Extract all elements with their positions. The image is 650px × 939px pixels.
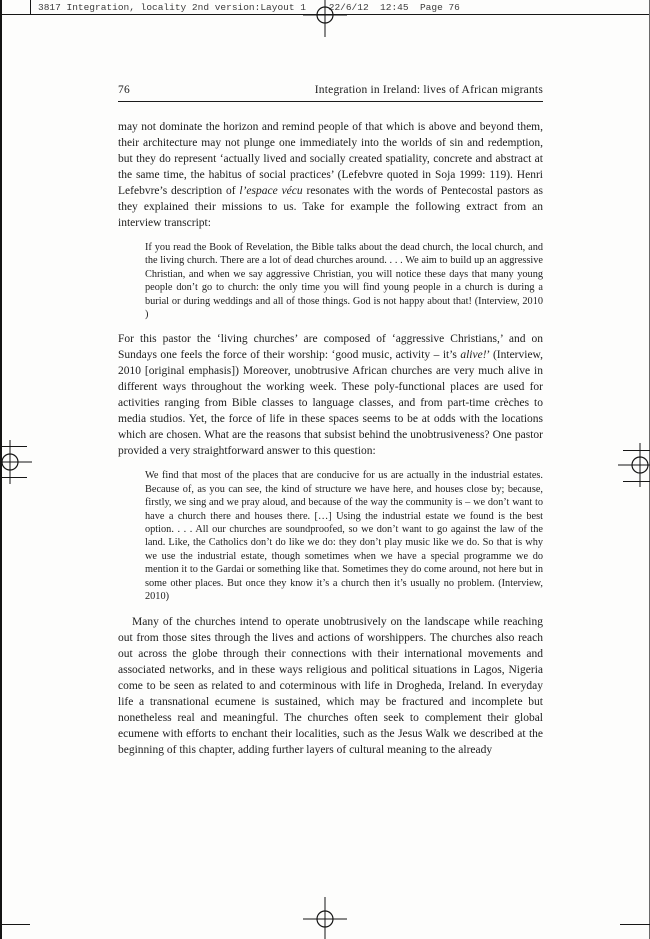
paragraph-1-text-cont: resonates with the words of Pentecostal pastors as they explained their missions to us. Take for example the following extract from an interview transcript: bbox=[118, 185, 543, 229]
paragraph-1 bbox=[118, 119, 543, 231]
printer-slug-text: 3817 Integration, locality 2nd version:Layout 1 22/6/12 12:45 Page 76 bbox=[38, 2, 460, 13]
trim-mark-left-upper bbox=[0, 446, 27, 447]
trim-mark-left-lower bbox=[0, 477, 27, 478]
paragraph-2-italic: alive! bbox=[460, 349, 487, 362]
running-head-rule bbox=[118, 101, 543, 102]
page-content bbox=[118, 84, 543, 758]
block-quote-1: If you read the Book of Revelation, the Bible talks about the dead church, the local church, and the living church. There are a lot of dead churches around. . . . We aim to build up an aggressive Christian, and when we say aggressive Christian, you will notice these days that many young people don’t go to church: the only time you will find young people in a church is during a burial or during weddings and all of those things. God is not happy about that! (Interview, 2010 ) bbox=[145, 242, 543, 321]
trim-mark-right-lower bbox=[623, 481, 650, 482]
running-head bbox=[118, 84, 543, 96]
trim-mark-bottom-right bbox=[620, 924, 650, 925]
paragraph-1-text: may not dominate the horizon and remind people of that which is above and beyond them, their architecture may not plunge one immediately into the worlds of sin and redemption, but they do represent ‘actually lived and socially created spatiality, concrete and abstract at the same time, the habitus of social practices’ (Lefebvre quoted in Soja 1999: 119). Henri Lefebvre’s description of bbox=[118, 121, 543, 197]
paragraph-2-text: For this pastor the ‘living churches’ are composed of ‘aggressive Christians,’ and on Sundays one feels the force of their worship: ‘good music, activity – it’s bbox=[118, 333, 543, 362]
paragraph-3: Many of the churches intend to operate unobtrusively on the landscape while reaching out from those sites through the lives and actions of worshippers. The churches also reach out across the globe through their connections with their international movements and associated networks, and in these ways religious and political situations in Lagos, Nigeria come to be seen as related to and coterminous with life in Drogheda, Ireland. In everyday life a transnational ecumene is sustained, which may be fractured and incomplete but nonetheless real and meaningful. The churches often seek to complement their global ecumene with efforts to enchant their localities, such as the Jesus Walk we described at the beginning of this chapter, adding further layers of cultural meaning to the already bbox=[118, 615, 543, 756]
trim-mark-right-upper bbox=[623, 450, 650, 451]
page-number: 76 bbox=[118, 84, 130, 96]
trim-mark-bottom-left bbox=[0, 924, 30, 925]
paragraph-2-text-cont: ’ (Interview, 2010 [original emphasis]) Moreover, unobtrusive African churches are very much alive in different ways throughout the working week. These poly-functional places are used for activities ranging from Bible classes to language classes, and from part-time crèches to media studios. Yet, the force of life in these spaces seems to be at odds with the locations which are chosen. What are the reasons that subsist behind the unobtrusiveness? One pastor provided a very straightforward answer to this question: bbox=[118, 349, 543, 458]
block-quote-2: We find that most of the places that are conducive for us are actually in the industrial estates. Because of, as you can see, the kind of structure we have here, and houses close by; because, firstly, we sing and we pray aloud, and because of the way the community is – we don’t want to have a church there and houses there. […] Using the industrial estate we found is the best option. . . . All our churches are soundproofed, so we don’t want to go against the law of the land. Like, the Catholics don’t do like we do: they don’t play music like we do. So that is why we use the industrial estate, though sometimes when we have a special programme we do mention it to the Gardai or something like that. Sometimes they do come around, not here but in some other places. But once they know it’s a church then it’s usually no problem. (Interview, 2010) bbox=[145, 470, 543, 603]
paragraph-2 bbox=[118, 331, 543, 459]
registration-mark-bottom-icon bbox=[303, 897, 347, 939]
slug-divider-line bbox=[30, 0, 31, 14]
running-title: Integration in Ireland: lives of African migrants bbox=[314, 84, 543, 96]
paragraph-1-italic: l’espace vécu bbox=[239, 185, 303, 197]
registration-mark-top-icon bbox=[303, 0, 347, 37]
